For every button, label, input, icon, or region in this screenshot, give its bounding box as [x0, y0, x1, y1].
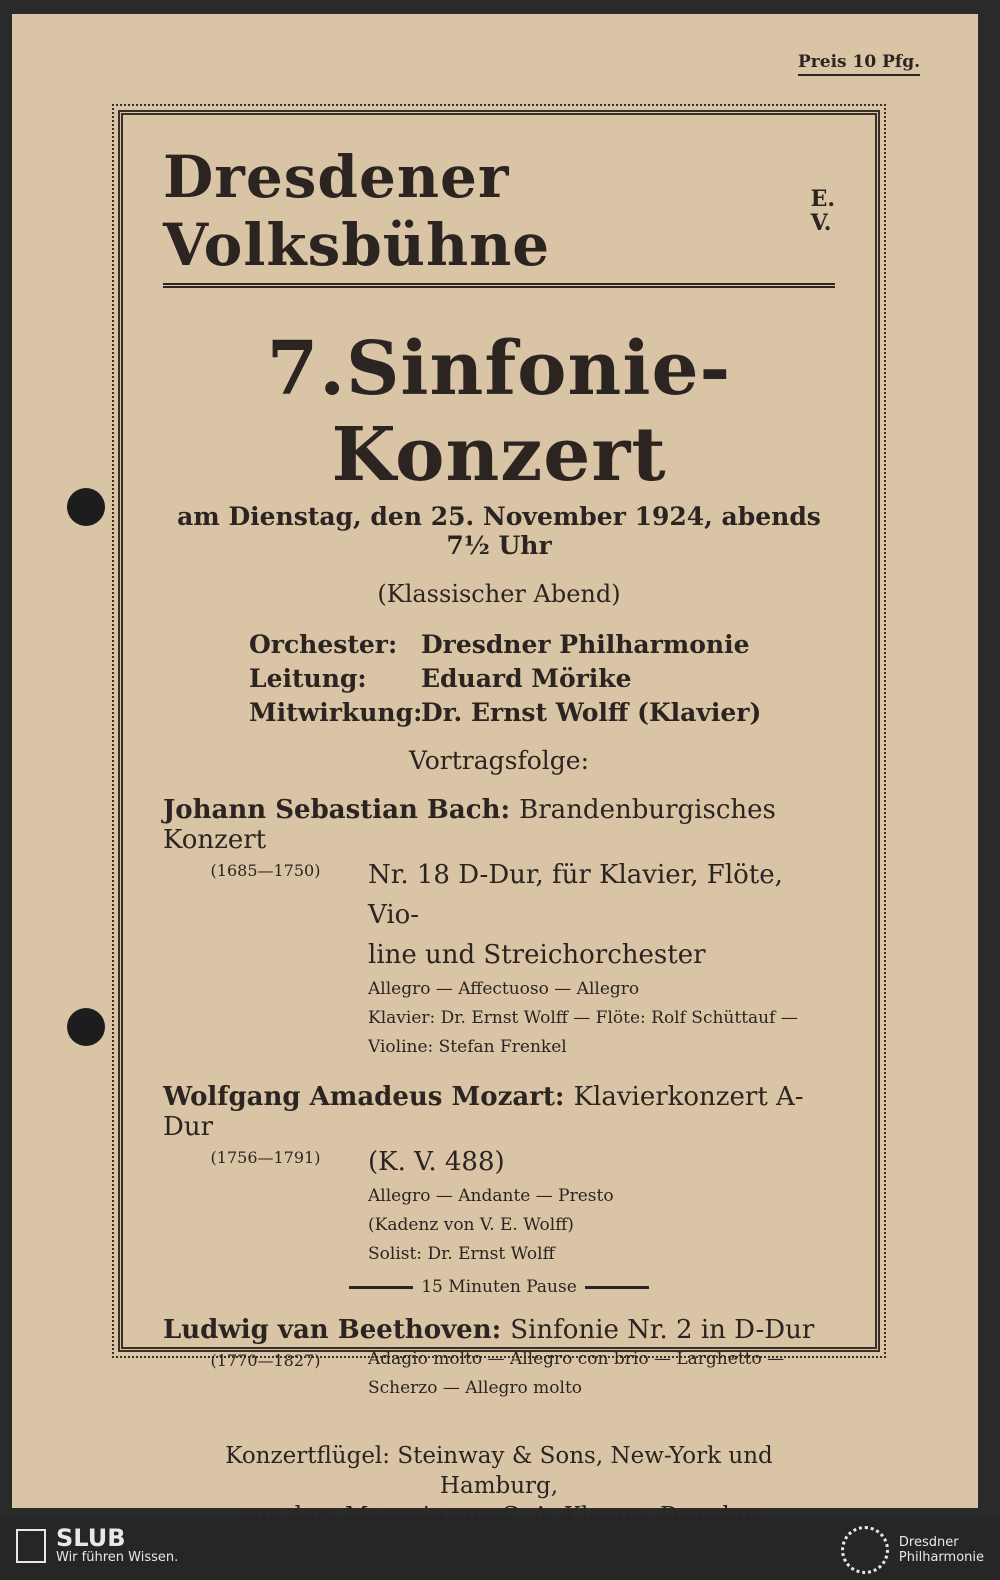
ornamental-frame [118, 110, 880, 1499]
archive-footer-bar [0, 1516, 1000, 1580]
orchester-label: Orchester: [249, 630, 398, 659]
price-label: Preis 10 Pfg. [798, 52, 920, 76]
punch-hole-bottom [67, 1008, 105, 1046]
work-title-cont: Nr. 18 D-Dur, für Klavier, Flöte, Vio- [368, 860, 783, 930]
leitung-label: Leitung: [249, 664, 367, 693]
composer-name: Ludwig van Beethoven: [163, 1315, 502, 1345]
mitwirkung-value: Dr. Ernst Wolff (Klavier) [421, 698, 762, 727]
composer-name: Johann Sebastian Bach: [163, 795, 511, 825]
intermission-label: 15 Minuten Pause [421, 1277, 577, 1297]
soloists-cont: Violine: Stefan Frenkel [368, 1037, 567, 1057]
orchester-value: Dresdner Philharmonie [421, 630, 750, 659]
composer-years: (1770—1827) [210, 1351, 321, 1370]
composer-years: (1685—1750) [210, 861, 321, 880]
leitung-value: Eduard Mörike [421, 664, 632, 693]
work-title: Klavierkonzert A-Dur [163, 1082, 804, 1142]
performer-info [249, 628, 835, 730]
movements: Adagio molto — Allegro con brio — Larghetto — [368, 1349, 785, 1369]
movements: Allegro — Affectuoso — Allegro [368, 979, 640, 999]
soloists: Klavier: Dr. Ernst Wolff — Flöte: Rolf Schüttauf — [368, 1008, 798, 1028]
program-heading: Vortragsfolge: [408, 746, 590, 775]
work-title: Sinfonie Nr. 2 in D-Dur [510, 1315, 815, 1345]
soloist: Solist: Dr. Ernst Wolff [368, 1244, 555, 1264]
movements: Allegro — Andante — Presto [368, 1186, 614, 1206]
work-title-cont: line und Streichorchester [368, 940, 706, 970]
organization-title: Dresdener Volksbühne [163, 143, 551, 279]
work-title-cont: (K. V. 488) [368, 1147, 505, 1177]
piece-mozart [163, 1082, 835, 1269]
composer-years: (1756—1791) [210, 1148, 321, 1167]
composer-name: Wolfgang Amadeus Mozart: [163, 1082, 565, 1112]
philharmonie-logo[interactable]: Dresdner Philharmonie [841, 1526, 984, 1574]
divider [585, 1286, 649, 1289]
piano-credit: Konzertflügel: Steinway & Sons, New-York und Hamburg, [225, 1443, 773, 1499]
movements-cont: Scherzo — Allegro molto [368, 1378, 583, 1398]
intermission [163, 1277, 835, 1297]
piece-beethoven [163, 1315, 835, 1403]
cadenza-note: (Kadenz von V. E. Wolff) [368, 1215, 574, 1235]
slub-logo[interactable]: SLUB Wir führen Wissen. [16, 1526, 178, 1565]
sun-icon [841, 1526, 889, 1574]
concert-subtitle: (Klassischer Abend) [377, 580, 621, 608]
piece-bach [163, 795, 835, 1062]
book-icon [16, 1529, 46, 1563]
program-sheet [12, 14, 978, 1508]
work-title: Brandenburgisches Konzert [163, 795, 776, 855]
concert-title: 7.Sinfonie-Konzert [266, 326, 732, 498]
header [163, 143, 835, 288]
divider [349, 1286, 413, 1289]
punch-hole-top [67, 488, 105, 526]
mitwirkung-label: Mitwirkung: [249, 698, 423, 727]
ev-mark: E. V. [810, 186, 835, 236]
concert-date: am Dienstag, den 25. November 1924, abends 7½ Uhr [177, 502, 821, 560]
